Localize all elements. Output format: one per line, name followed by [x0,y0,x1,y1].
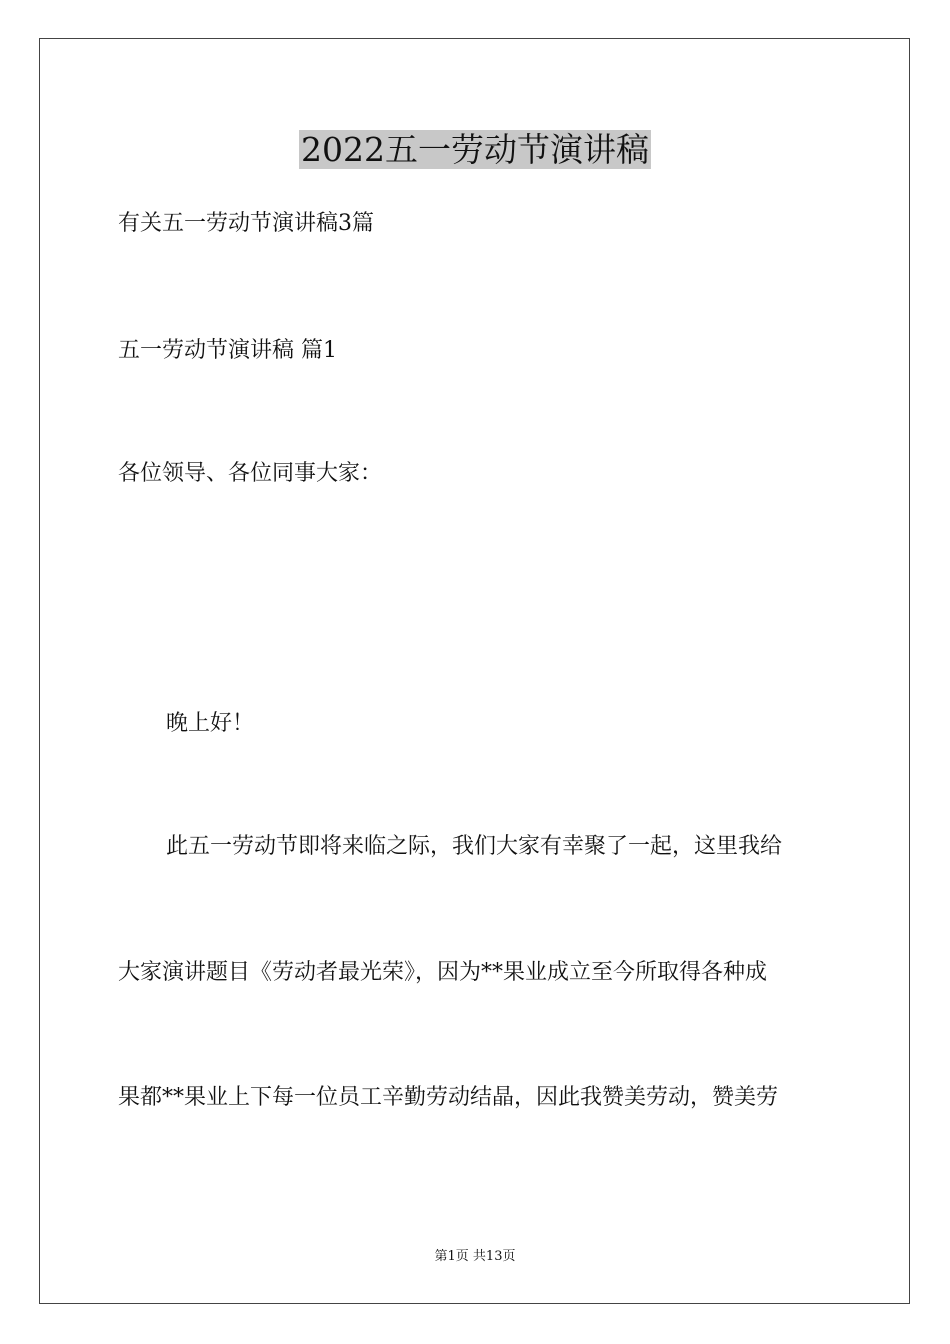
body-line: 此五一劳动节即将来临之际，我们大家有幸聚了一起，这里我给 [166,834,783,859]
page-footer: 第1页 共13页 [434,1249,516,1264]
greeting: 晚上好！ [166,711,255,736]
body-line: 果都**果业上下每一位员工辛勤劳动结晶，因此我赞美劳动，赞美劳 [118,1085,779,1110]
document-title-text: 2022五一劳动节演讲稿 [301,130,649,169]
body-line: 大家演讲题目《劳动者最光荣》，因为**果业成立至今所取得各种成 [118,960,768,985]
salutation: 各位领导、各位同事大家： [118,461,383,486]
section-heading: 五一劳动节演讲稿 篇1 [118,338,337,363]
document-title [0,128,950,172]
document-subtitle: 有关五一劳动节演讲稿3篇 [118,211,374,236]
